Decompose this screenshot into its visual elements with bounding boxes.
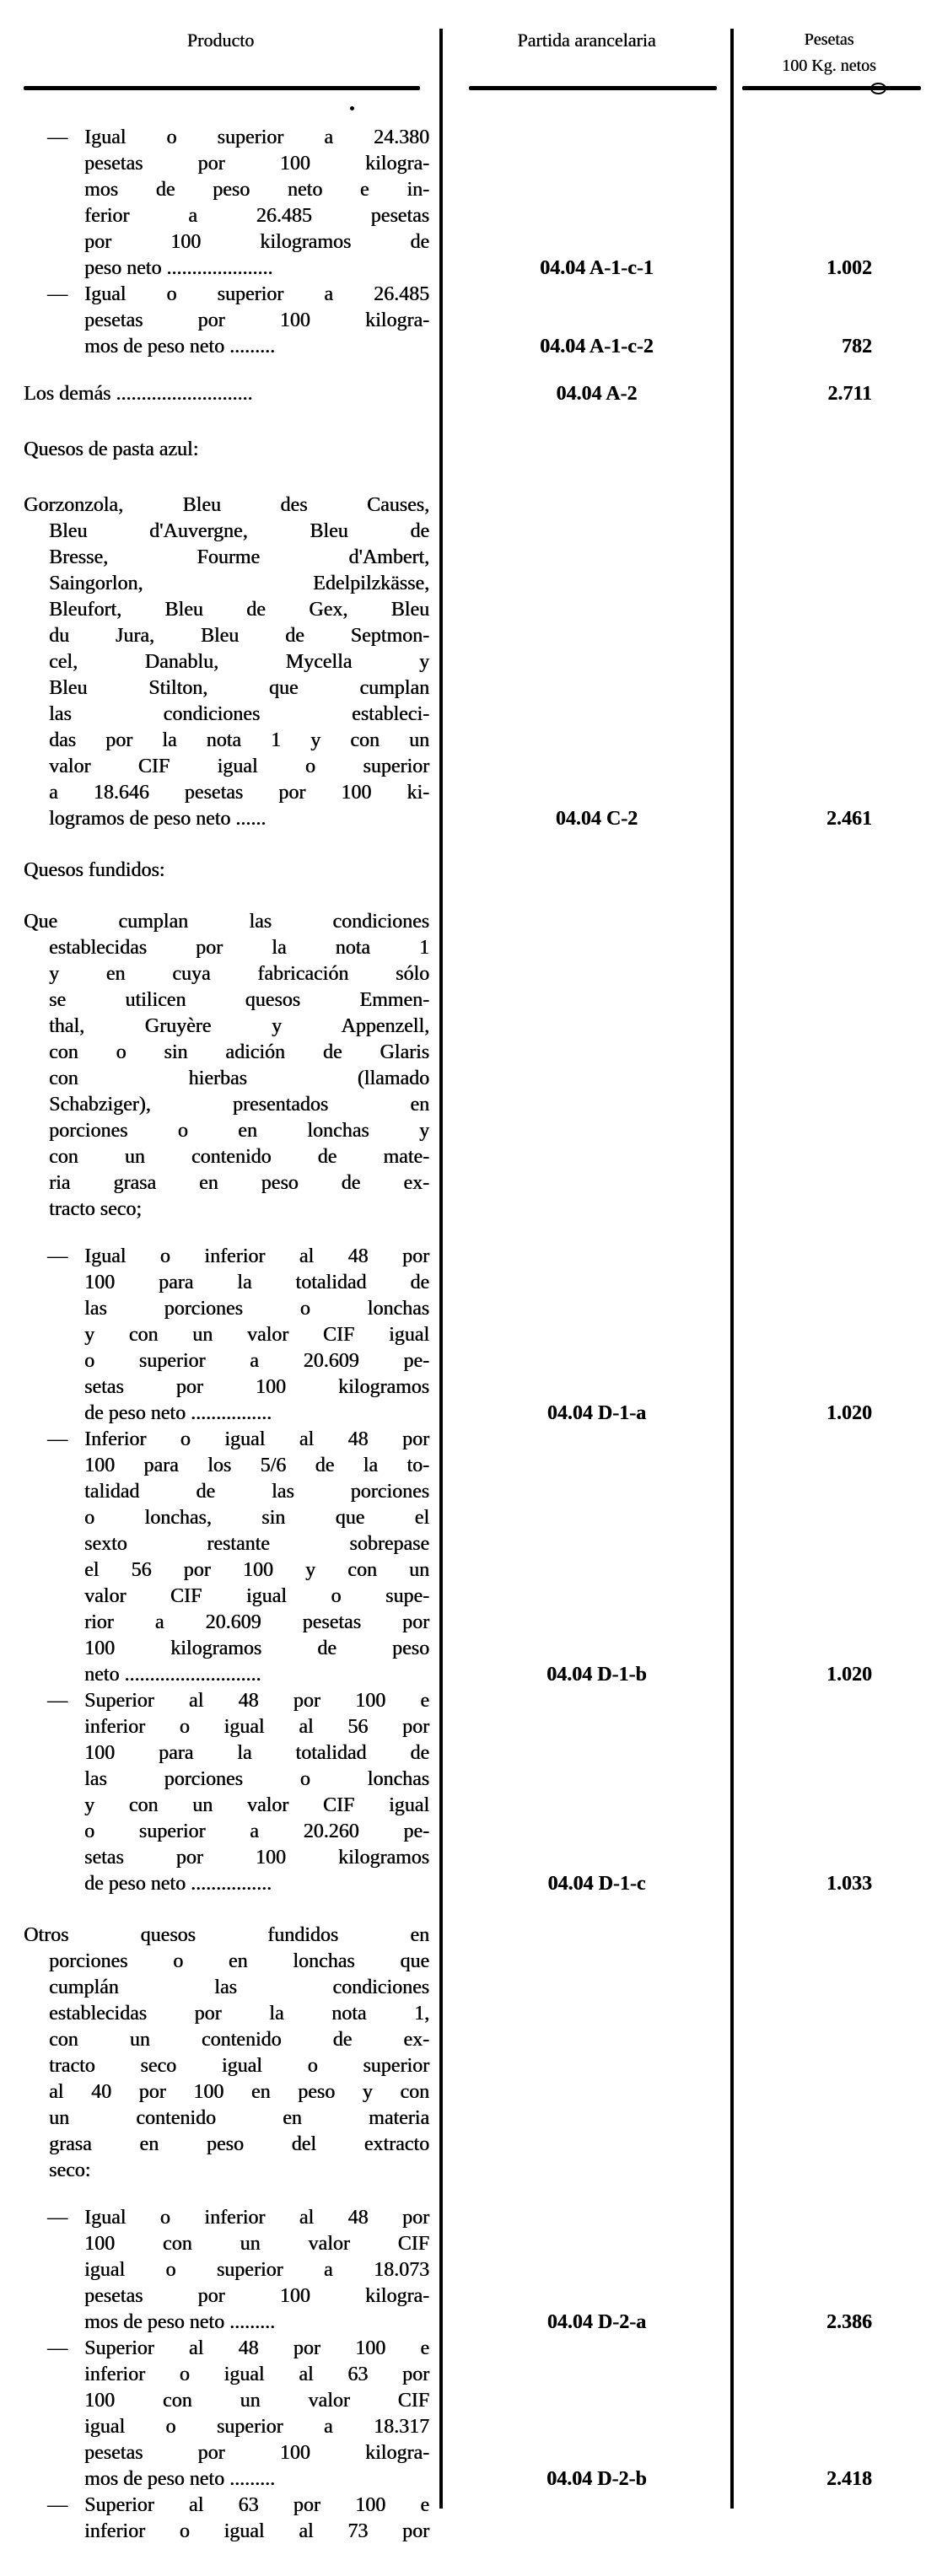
product-cell — [0, 2336, 441, 2493]
product-line: ferior a 26.485 pesetas — [84, 205, 429, 227]
product-line: Superior al 48 por 100 e — [84, 1690, 429, 1712]
pesetas-label: Pesetas — [804, 30, 854, 49]
product-line: 100 con un valor CIF — [84, 2390, 429, 2412]
product-line: das por la nota 1 y con un — [49, 729, 429, 751]
product-line: a 18.646 pesetas por 100 ki- — [49, 782, 429, 804]
product-line: setas por 100 kilogramos — [84, 1376, 429, 1398]
product-line: mos de peso neto ......... — [84, 2468, 275, 2490]
product-line: las condiciones estableci- — [49, 703, 429, 725]
pesetas-cell — [732, 282, 926, 360]
partida-code: 04.04 D-1-b — [546, 1664, 647, 1686]
product-line: pesetas por 100 kilogra- — [84, 153, 429, 175]
table-row — [0, 492, 926, 832]
partida-cell — [441, 282, 732, 360]
partida-cell — [441, 1244, 732, 1427]
column-header-pesetas — [732, 27, 926, 79]
product-line: pesetas por 100 kilogra- — [84, 2285, 429, 2307]
header-rule-pesetas — [742, 86, 921, 90]
table-row — [0, 2205, 926, 2336]
product-line: y en cuya fabricación sólo — [49, 963, 429, 985]
product-line: y con un valor CIF igual — [84, 1794, 429, 1816]
product-line: Superior al 63 por 100 e — [84, 2494, 429, 2516]
product-line: y con un valor CIF igual — [84, 1324, 429, 1346]
partida-cell — [441, 1688, 732, 1897]
table-row — [0, 909, 926, 1223]
pesetas-value: 782 — [842, 336, 872, 358]
product-line: logramos de peso neto ...... — [49, 808, 266, 830]
table-row — [0, 2493, 926, 2545]
product-line: tracto seco igual o superior — [49, 2055, 429, 2077]
product-line: Bleu d'Auvergne, Bleu de — [49, 520, 429, 542]
product-line: inferior o igual al 56 por — [84, 1716, 429, 1738]
product-line: sexto restante sobrepase — [84, 1533, 429, 1555]
pesetas-value: 2.461 — [826, 808, 872, 830]
product-line: Bresse, Fourme d'Ambert, — [49, 546, 429, 568]
dash-marker: — — [47, 1428, 67, 1450]
product-line: se utilicen quesos Emmen- — [49, 989, 429, 1011]
product-cell — [0, 125, 441, 282]
product-line: setas por 100 kilogramos — [84, 1847, 429, 1869]
product-line: el 56 por 100 y con un — [84, 1559, 429, 1581]
partida-code: 04.04 A-1-c-1 — [540, 257, 654, 279]
partida-code: 04.04 A-2 — [556, 383, 638, 405]
product-line: 100 para los 5/6 de la to- — [84, 1455, 429, 1476]
product-line: con o sin adición de Glaris — [49, 1041, 429, 1063]
product-line: de peso neto ................ — [84, 1402, 272, 1424]
partida-code: 04.04 D-2-b — [546, 2468, 647, 2490]
pesetas-cell — [732, 381, 926, 407]
pesetas-cell — [732, 1688, 926, 1897]
product-cell — [0, 492, 441, 832]
partida-cell — [441, 2336, 732, 2493]
section-heading-row — [0, 858, 926, 884]
product-line: pesetas por 100 kilogra- — [84, 2442, 429, 2464]
product-line: establecidas por la nota 1 — [49, 937, 429, 959]
pesetas-value: 1.002 — [826, 257, 872, 279]
product-line: mos de peso neto e in- — [84, 179, 429, 201]
product-line: igual o superior a 18.073 — [84, 2259, 429, 2281]
product-line: 100 para la totalidad de — [84, 1742, 429, 1764]
partida-cell — [441, 125, 732, 282]
product-line: Gorzonzola, Bleu des Causes, — [24, 494, 429, 516]
product-line: talidad de las porciones — [84, 1481, 429, 1503]
product-line: du Jura, Bleu de Septmon- — [49, 625, 429, 647]
product-line: mos de peso neto ......... — [84, 2311, 275, 2333]
product-line: Igual o inferior al 48 por — [84, 1245, 429, 1267]
column-header-partida: Partida arancelaria — [517, 30, 656, 51]
product-cell — [0, 2205, 441, 2336]
product-line: neto ........................... — [84, 1664, 261, 1686]
product-line: por 100 kilogramos de — [84, 231, 429, 253]
product-line: thal, Gruyère y Appenzell, — [49, 1015, 429, 1037]
product-line: las porciones o lonchas — [84, 1298, 429, 1320]
product-cell — [0, 1427, 441, 1688]
product-cell — [0, 2493, 441, 2545]
pesetas-unit-label: 100 Kg. netos — [782, 56, 876, 75]
product-line: Superior al 48 por 100 e — [84, 2337, 429, 2359]
partida-code: 04.04 D-1-a — [546, 1402, 647, 1424]
product-cell — [0, 1923, 441, 2184]
ink-knot-artifact — [870, 83, 886, 94]
pesetas-cell — [732, 1244, 926, 1427]
product-line: Los demás ........................... — [24, 383, 253, 405]
product-line: ria grasa en peso de ex- — [49, 1172, 429, 1194]
table-row — [0, 2336, 926, 2493]
pesetas-cell — [732, 492, 926, 832]
partida-cell — [441, 381, 732, 407]
table-row — [0, 282, 926, 360]
table-row — [0, 1427, 926, 1688]
pesetas-cell — [732, 2205, 926, 2336]
product-line: Bleu Stilton, que cumplan — [49, 677, 429, 699]
product-line: con un contenido de ex- — [49, 2029, 429, 2051]
dash-marker: — — [47, 1245, 67, 1267]
product-line: Bleufort, Bleu de Gex, Bleu — [49, 599, 429, 621]
partida-cell — [441, 1427, 732, 1688]
partida-code: 04.04 C-2 — [555, 808, 638, 830]
product-line: o lonchas, sin que el — [84, 1507, 429, 1529]
product-line: peso neto ..................... — [84, 257, 273, 279]
partida-code: 04.04 A-1-c-2 — [540, 336, 654, 358]
product-line: pesetas por 100 kilogra- — [84, 309, 429, 331]
product-line: Igual o superior a 24.380 — [84, 126, 429, 148]
table-row — [0, 381, 926, 407]
table-row — [0, 1923, 926, 2184]
column-header-producto: Producto — [186, 30, 255, 51]
pesetas-value: 1.020 — [826, 1402, 872, 1424]
product-line: valor CIF igual o supe- — [84, 1585, 429, 1607]
header-rule-partida — [469, 86, 717, 90]
product-line: igual o superior a 18.317 — [84, 2416, 429, 2438]
product-line: Otros quesos fundidos en — [24, 1924, 429, 1946]
pesetas-value: 2.386 — [826, 2311, 872, 2333]
section-heading-row — [0, 437, 926, 463]
pesetas-cell — [732, 2336, 926, 2493]
pesetas-cell — [732, 125, 926, 282]
header-rule-producto — [24, 86, 420, 90]
product-line: de peso neto ................ — [84, 1873, 272, 1895]
table-row — [0, 1688, 926, 1897]
product-line: establecidas por la nota 1, — [49, 2003, 429, 2025]
product-line: 100 para la totalidad de — [84, 1272, 429, 1293]
partida-cell — [441, 2205, 732, 2336]
pesetas-value: 2.711 — [827, 383, 872, 405]
pesetas-value: 2.418 — [826, 2468, 872, 2490]
product-cell — [0, 909, 441, 1223]
pesetas-value: 1.033 — [826, 1873, 872, 1895]
product-line: o superior a 20.609 pe- — [84, 1350, 429, 1372]
product-line: porciones o en lonchas y — [49, 1120, 429, 1142]
product-line: porciones o en lonchas que — [49, 1950, 429, 1972]
dash-marker: — — [47, 126, 67, 148]
product-line: tracto seco; — [49, 1198, 142, 1220]
product-line: o superior a 20.260 pe- — [84, 1820, 429, 1842]
product-line: 100 kilogramos de peso — [84, 1638, 429, 1659]
product-line: Inferior o igual al 48 por — [84, 1428, 429, 1450]
scan-artifact-dot — [350, 106, 354, 110]
partida-code: 04.04 D-2-a — [546, 2311, 647, 2333]
pesetas-value: 1.020 — [826, 1664, 872, 1686]
product-cell — [0, 1688, 441, 1897]
product-line: al 40 por 100 en peso y con — [49, 2081, 429, 2103]
product-line: Saingorlon, Edelpilzkässe, — [49, 573, 429, 594]
section-heading: Quesos fundidos: — [24, 859, 165, 881]
partida-cell — [441, 492, 732, 832]
section-heading: Quesos de pasta azul: — [24, 438, 199, 460]
table-row — [0, 1244, 926, 1427]
product-line: cel, Danablu, Mycella y — [49, 651, 429, 673]
product-line: valor CIF igual o superior — [49, 756, 429, 777]
product-line: inferior o igual al 63 por — [84, 2364, 429, 2385]
partida-code: 04.04 D-1-c — [547, 1873, 646, 1895]
product-line: grasa en peso del extracto — [49, 2133, 429, 2155]
product-line: con hierbas (llamado — [49, 1068, 429, 1089]
product-line: Igual o superior a 26.485 — [84, 283, 429, 305]
product-line: seco: — [49, 2159, 91, 2181]
product-line: Que cumplan las condiciones — [24, 911, 429, 933]
product-line: rior a 20.609 pesetas por — [84, 1611, 429, 1633]
product-cell — [0, 1244, 441, 1427]
product-line: cumplán las condiciones — [49, 1976, 429, 1998]
product-cell — [0, 858, 441, 884]
pesetas-cell — [732, 1427, 926, 1688]
table-body — [0, 125, 926, 2545]
table-row — [0, 125, 926, 282]
product-cell — [0, 282, 441, 360]
dash-marker: — — [47, 283, 67, 305]
product-line: 100 con un valor CIF — [84, 2233, 429, 2255]
dash-marker: — — [47, 2207, 67, 2229]
product-line: con un contenido de mate- — [49, 1146, 429, 1168]
dash-marker: — — [47, 2494, 67, 2516]
product-cell — [0, 437, 441, 463]
product-line: un contenido en materia — [49, 2107, 429, 2129]
product-line: mos de peso neto ......... — [84, 336, 275, 358]
product-line: Schabziger), presentados en — [49, 1094, 429, 1116]
dash-marker: — — [47, 2337, 67, 2359]
dash-marker: — — [47, 1690, 67, 1712]
product-line: las porciones o lonchas — [84, 1768, 429, 1790]
product-line: Igual o inferior al 48 por — [84, 2207, 429, 2229]
product-line: inferior o igual al 73 por — [84, 2520, 429, 2542]
product-cell — [0, 381, 441, 407]
